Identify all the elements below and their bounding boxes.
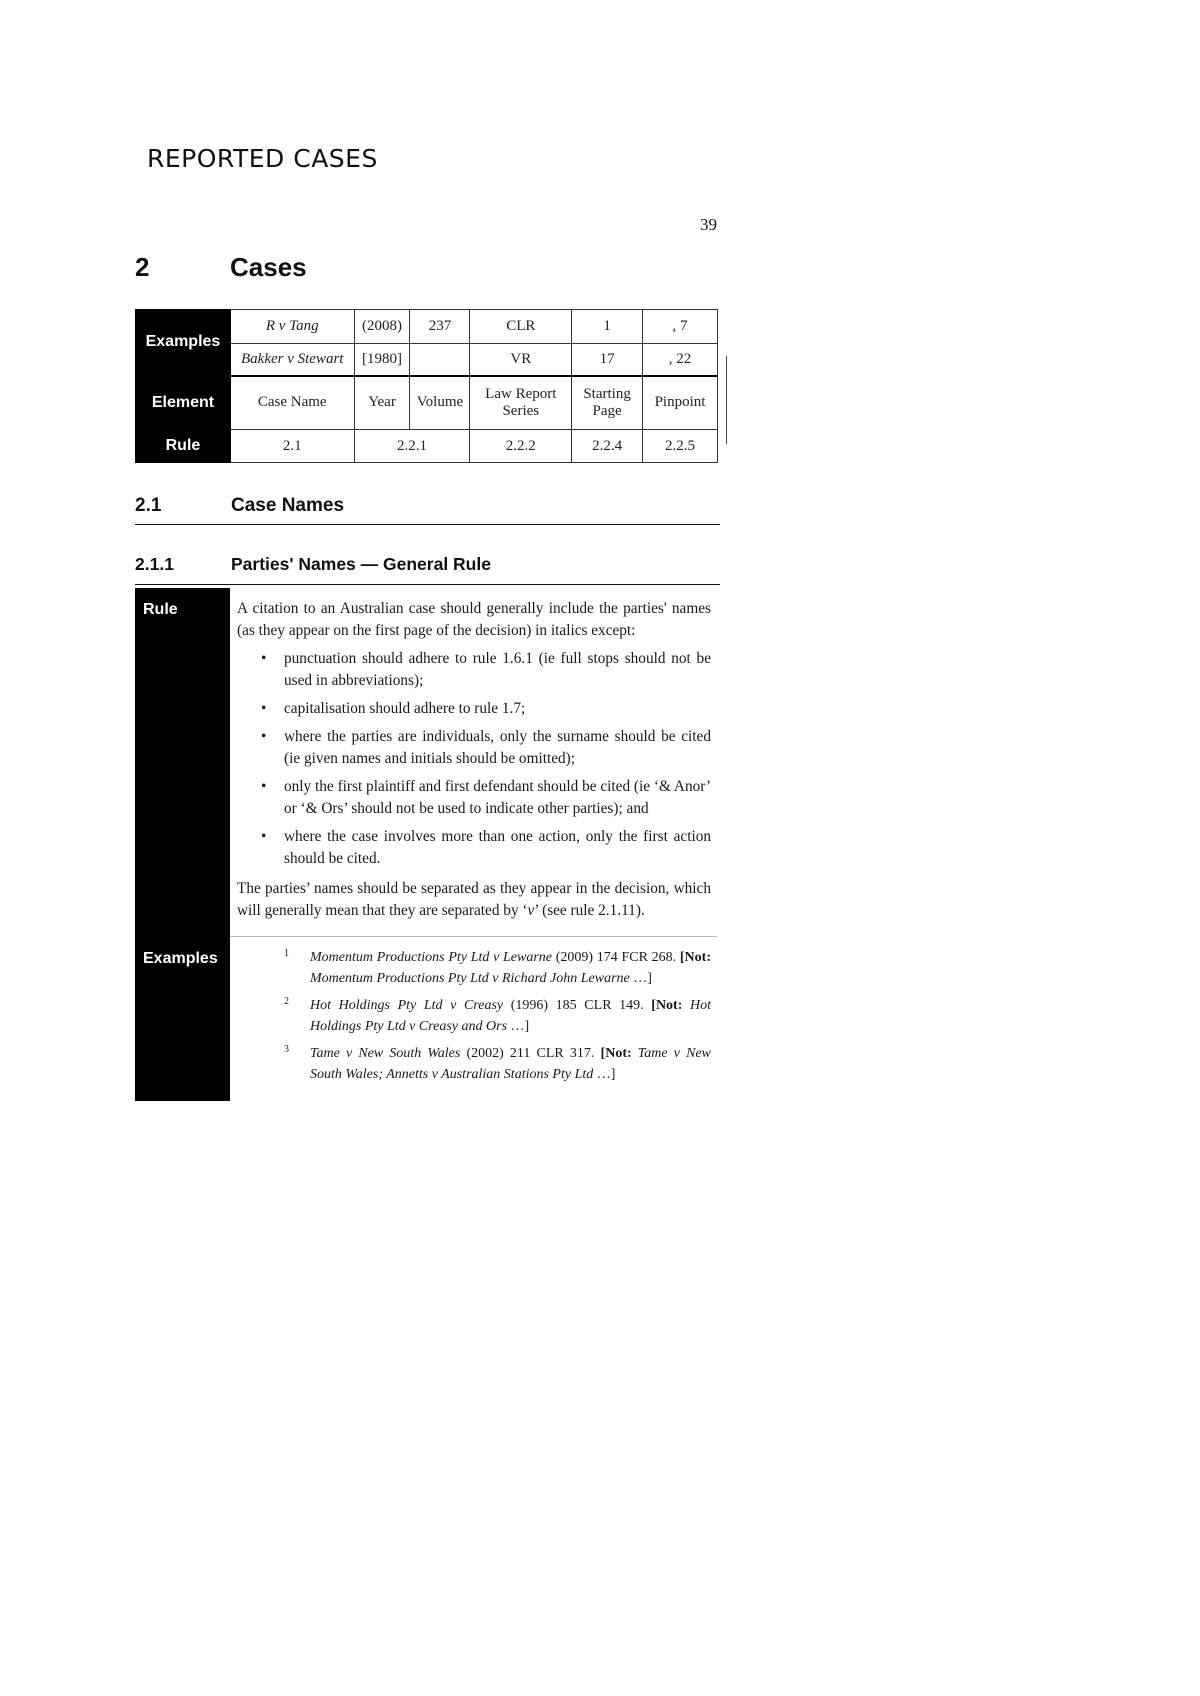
chapter-heading	[135, 252, 307, 283]
list-item: • capitalisation should adhere to rule 1.7;	[284, 698, 711, 720]
cell-case-name: R v Tang	[230, 310, 354, 344]
rule-closing-v: v	[527, 902, 535, 919]
cell-series: CLR	[470, 310, 572, 344]
examples-label: Examples	[136, 310, 231, 376]
example-not-case: Hot Holdings Pty Ltd v Creasy and Ors	[310, 998, 712, 1034]
rule-closing	[237, 878, 711, 922]
cell-pinpoint: , 7	[643, 310, 718, 344]
example-number: 1	[284, 948, 289, 959]
list-item: • only the first plaintiff and first defendant should be cited (ie ‘& Anor’ or ‘& Ors’ should not be used to indicate other parties); and	[284, 776, 711, 820]
page-number: 39	[700, 215, 717, 234]
example-not-label: [Not:	[600, 1046, 632, 1061]
examples-row	[135, 937, 717, 1101]
rule-closing-text: The parties’ names should be separated as they appear in the decision, which will generally mean that they are separated by ‘	[237, 880, 711, 919]
cell-rule-case-name: 2.1	[230, 430, 354, 463]
subsection-number: 2.1.1	[135, 554, 174, 574]
list-item: • where the case involves more than one action, only the first action should be cited.	[284, 826, 711, 870]
subsection-title: Parties' Names — General Rule	[231, 554, 491, 574]
cell-case-name: Bakker v Stewart	[230, 344, 354, 376]
cell-pinpoint: , 22	[643, 344, 718, 376]
cell-rule-series: 2.2.2	[470, 430, 572, 463]
example-not-tail: …]	[507, 1019, 530, 1034]
example-not-tail: …]	[629, 971, 652, 986]
rule-row	[135, 588, 717, 937]
list-item: • punctuation should adhere to rule 1.6.1 (ie full stops should not be used in abbreviations);	[284, 648, 711, 692]
example-case: Momentum Productions Pty Ltd v Lewarne	[310, 950, 553, 965]
citation-elements-table	[135, 309, 718, 463]
chapter-title: Cases	[230, 252, 307, 282]
example-text	[310, 947, 711, 989]
rule-label: Rule	[136, 430, 231, 463]
cell-series: VR	[470, 344, 572, 376]
cell-page: 17	[572, 344, 643, 376]
example-text	[310, 995, 711, 1037]
section-number: 2.1	[135, 495, 162, 516]
rule-bullet-list	[237, 648, 711, 870]
chapter-number: 2	[135, 252, 150, 282]
cell-year: (2008)	[354, 310, 410, 344]
cell-element-series: Law Report Series	[470, 376, 572, 430]
cell-rule-year-volume: 2.2.1	[354, 430, 470, 463]
rule-closing-tail: ’ (see rule 2.1.11).	[534, 902, 645, 919]
example-not-label: [Not:	[651, 998, 683, 1013]
table-row	[136, 310, 718, 344]
element-label: Element	[136, 376, 231, 430]
cell-rule-pinpoint: 2.2.5	[643, 430, 718, 463]
cell-element-case-name: Case Name	[230, 376, 354, 430]
running-head: REPORTED CASES	[147, 144, 378, 173]
cell-element-page: Starting Page	[572, 376, 643, 430]
examples-body	[230, 937, 717, 1101]
cell-element-year: Year	[354, 376, 410, 430]
rule-body	[230, 588, 717, 937]
example-not-tail: …]	[593, 1067, 616, 1082]
cell-element-volume: Volume	[410, 376, 470, 430]
example-text	[310, 1043, 711, 1085]
section-heading	[135, 495, 720, 525]
example-citation: (1996) 185 CLR 149.	[503, 998, 652, 1013]
cell-year: [1980]	[354, 344, 410, 376]
list-item	[284, 1043, 711, 1085]
examples-list	[237, 947, 711, 1085]
cell-volume: 237	[410, 310, 470, 344]
example-not-case: Momentum Productions Pty Ltd v Richard John Lewarne	[310, 971, 630, 986]
subsection-heading	[135, 554, 720, 585]
rule-box-label: Rule	[135, 588, 230, 937]
table-row	[136, 430, 718, 463]
rule-box	[135, 588, 717, 1101]
examples-box-label: Examples	[135, 937, 230, 1101]
cell-element-pinpoint: Pinpoint	[643, 376, 718, 430]
cell-page: 1	[572, 310, 643, 344]
example-number: 2	[284, 996, 289, 1007]
example-citation: (2002) 211 CLR 317.	[460, 1046, 601, 1061]
cell-volume	[410, 344, 470, 376]
example-not-label: [Not:	[679, 950, 711, 965]
example-case: Hot Holdings Pty Ltd v Creasy	[310, 998, 504, 1013]
example-citation: (2009) 174 FCR 268.	[552, 950, 680, 965]
table-row	[136, 376, 718, 430]
example-not-case: Tame v New South Wales; Annetts v Australian Stations Pty Ltd	[310, 1046, 711, 1082]
cell-rule-page: 2.2.4	[572, 430, 643, 463]
example-number: 3	[284, 1044, 289, 1055]
section-title: Case Names	[231, 495, 345, 516]
list-item	[284, 947, 711, 989]
rule-intro: A citation to an Australian case should generally include the parties' names (as they appear on the first page of the decision) in italics except:	[237, 600, 711, 639]
list-item	[284, 995, 711, 1037]
list-item: • where the parties are individuals, only the surname should be cited (ie given names and initials should be omitted);	[284, 726, 711, 770]
margin-rule	[726, 356, 727, 444]
example-case: Tame v New South Wales	[310, 1046, 461, 1061]
